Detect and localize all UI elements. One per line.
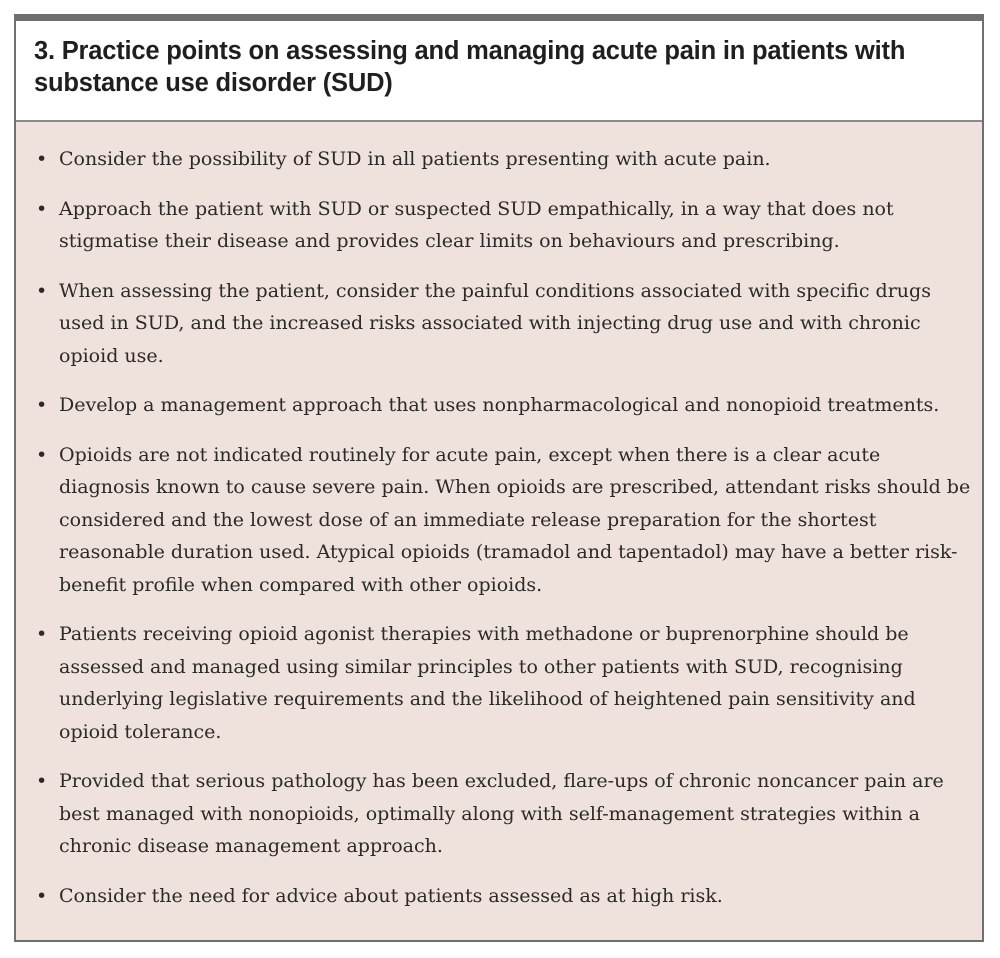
bullet-icon: • (36, 148, 48, 170)
list-item (36, 275, 972, 373)
list-item (36, 193, 972, 258)
bullet-icon: • (36, 623, 48, 645)
bullet-icon: • (36, 884, 48, 907)
list-item-text: Consider the need for advice about patients assessed as at high risk. (59, 884, 723, 907)
list-item (36, 880, 972, 913)
bullet-icon: • (36, 770, 48, 792)
list-item-text: Consider the possibility of SUD in all patients presenting with acute pain. (59, 148, 771, 170)
list-item-text: Patients receiving opioid agonist therapies with methadone or buprenorphine should be assessed and managed using similar principles to other patients with SUD, recognising underlying legislative requirements and the likelihood of heightened pain sensitivity and opioid tolerance. (59, 623, 916, 743)
list-item-text: Develop a management approach that uses nonpharmacological and nonopioid treatments. (59, 394, 940, 416)
bullet-icon: • (36, 197, 48, 220)
box-title: 3. Practice points on assessing and managing acute pain in patients with substance use disorder (SUD) (34, 37, 906, 97)
list-item (36, 389, 972, 422)
bullet-icon: • (36, 279, 48, 302)
list-item (36, 439, 972, 602)
bullet-icon: • (36, 443, 48, 466)
list-item-text: When assessing the patient, consider the painful conditions associated with specific drugs used in SUD, and the increased risks associated with injecting drug use and with chronic opioid use. (59, 279, 931, 367)
practice-points-list (16, 122, 982, 912)
box-header (16, 21, 982, 122)
list-item (36, 765, 972, 863)
list-item-text: Provided that serious pathology has been excluded, flare-ups of chronic noncancer pain are best managed with nonopioids, optimally along with self-management strategies within a chronic disease management approach. (59, 770, 944, 857)
bullet-icon: • (36, 394, 48, 416)
list-item-text: Opioids are not indicated routinely for acute pain, except when there is a clear acute diagnosis known to cause severe pain. When opioids are prescribed, attendant risks should be considered and the lowest dose of an immediate release preparation for the shortest reasonable duration used. Atypical opioids (tramadol and tapentadol) may have a better risk-benefit profile when compared with other opioids. (59, 443, 971, 596)
list-item-text: Approach the patient with SUD or suspected SUD empathically, in a way that does not stigmatise their disease and provides clear limits on behaviours and prescribing. (59, 197, 894, 252)
list-item (36, 618, 972, 748)
practice-points-box (14, 14, 984, 942)
list-item (36, 143, 972, 176)
